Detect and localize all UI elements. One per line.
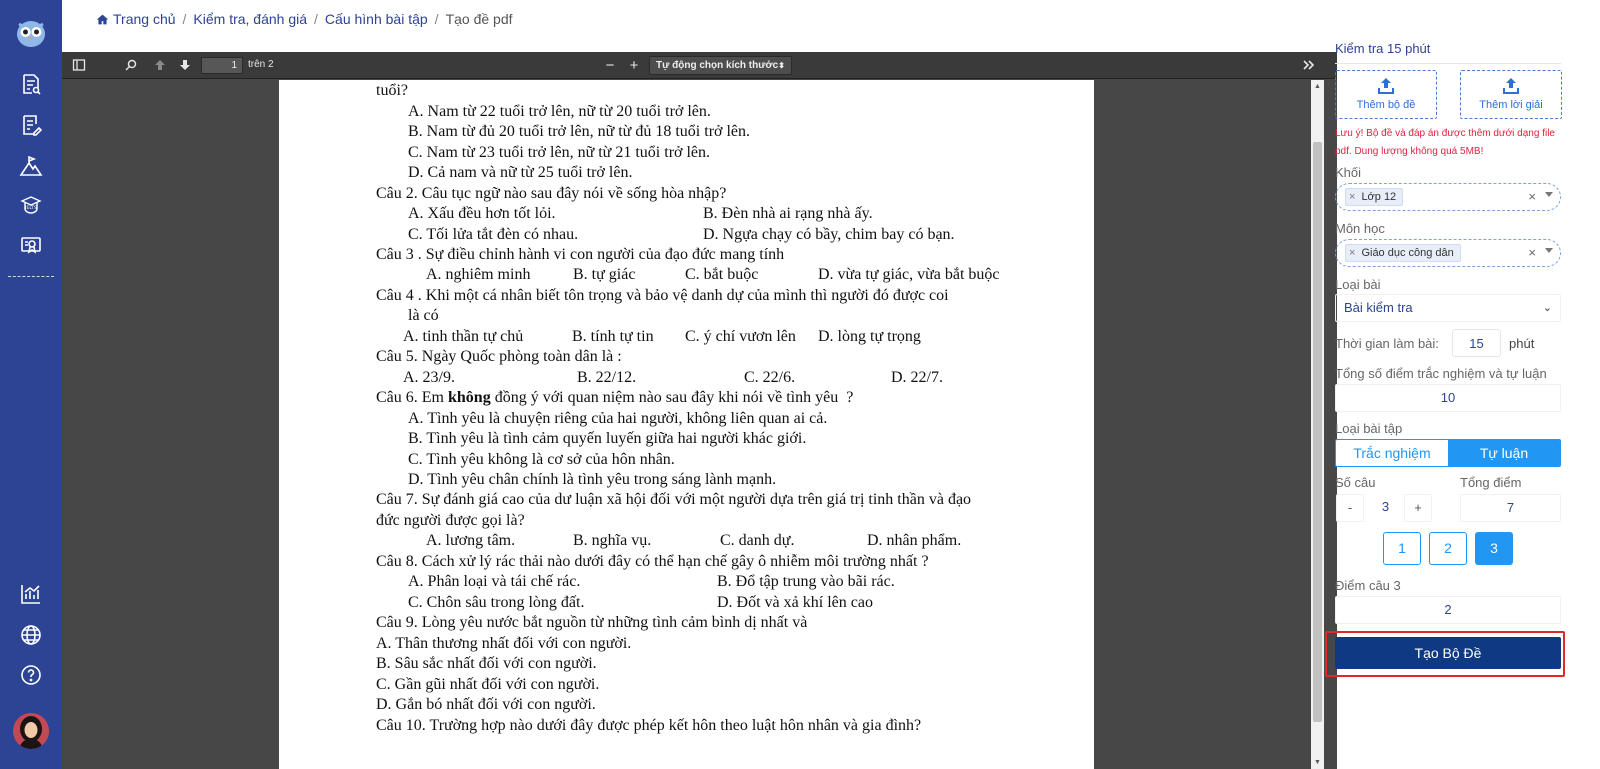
pdf-text-line: A. Phân loại và tái chế rác. — [408, 573, 581, 590]
pdf-text-line: A. Xấu đều hơn tốt lỏi. — [408, 205, 556, 222]
breadcrumb — [96, 11, 513, 27]
breadcrumb-home[interactable] — [96, 11, 176, 27]
pdf-scrollbar[interactable] — [1311, 80, 1324, 769]
pdf-text-line: Câu 7. Sự đánh giá cao của dư luận xã hội đối với một người dựa trên giá trị tinh thần và đạo — [376, 491, 972, 508]
pdf-text-line: D. 22/7. — [891, 369, 943, 386]
pdf-page — [279, 80, 1094, 769]
pdf-text-line: C. bắt buộc — [685, 266, 759, 283]
time-unit: phút — [1509, 336, 1535, 351]
upload-icon — [1501, 76, 1521, 96]
pdf-viewer — [62, 52, 1337, 769]
question-3-button[interactable]: 3 — [1475, 532, 1513, 565]
zoom-in-button[interactable]: + — [629, 56, 639, 74]
pdf-text-line: Câu 9. Lòng yêu nước bắt nguồn từ những tình cảm bình dị nhất và — [376, 614, 808, 631]
pdf-text-run: đồng ý với quan niệm nào sau đây khi nói về tình yêu ? — [490, 389, 854, 406]
increment-button[interactable]: + — [1404, 494, 1432, 522]
search-icon[interactable] — [121, 56, 141, 74]
document-search-icon[interactable] — [15, 68, 47, 100]
exercise-type-toggle — [1335, 439, 1561, 467]
grade-select[interactable] — [1335, 183, 1561, 211]
ielts-icon[interactable] — [15, 190, 47, 222]
pdf-text-line: D. lòng tự trọng — [818, 328, 921, 345]
clear-icon[interactable]: × — [1528, 189, 1536, 204]
exercise-type-label: Loại bài tập — [1335, 421, 1403, 436]
pdf-text-line: B. tính tự tin — [572, 328, 654, 345]
chart-icon[interactable] — [15, 578, 47, 610]
tag-remove-icon[interactable]: × — [1349, 247, 1356, 259]
upload-exam-label: Thêm bộ đề — [1356, 99, 1416, 111]
decrement-button[interactable]: - — [1336, 494, 1364, 522]
title-divider — [1335, 63, 1561, 64]
pdf-text-line: Câu 5. Ngày Quốc phòng toàn dân là : — [376, 348, 622, 365]
total-points-label: Tổng số điểm trắc nghiệm và tự luận — [1335, 366, 1547, 381]
breadcrumb-config[interactable]: Cấu hình bài tập — [324, 11, 428, 27]
exercise-type-essay[interactable]: Tự luận — [1448, 440, 1560, 466]
certificate-screen-icon[interactable] — [15, 230, 47, 262]
pdf-text-line: C. Tình yêu không là cơ sở của hôn nhân. — [408, 451, 675, 468]
pdf-text-run: Câu 6. Em — [376, 389, 448, 406]
sidebar-toggle-icon[interactable] — [69, 56, 89, 74]
zoom-select-label: Tự động chọn kích thước — [656, 60, 779, 71]
mountain-flag-icon[interactable] — [15, 150, 47, 182]
tools-expand-icon[interactable] — [1298, 56, 1318, 74]
pdf-text-line: C. Gần gũi nhất đối với con người. — [376, 676, 600, 693]
scrollbar-thumb[interactable] — [1313, 142, 1322, 722]
breadcrumb-current: Tạo đề pdf — [445, 11, 513, 27]
pdf-text-line: B. Tình yêu là tình cảm quyến luyến giữa hai người khác giới. — [408, 430, 807, 447]
scroll-up-icon[interactable]: ▲ — [1314, 83, 1321, 90]
breadcrumb-assessment[interactable]: Kiểm tra, đánh giá — [193, 11, 308, 27]
question-count-value[interactable]: 3 — [1369, 494, 1402, 522]
pdf-text-line: B. Đèn nhà ai rạng nhà ấy. — [703, 205, 873, 222]
scroll-down-icon[interactable]: ▼ — [1314, 759, 1321, 766]
subject-label: Môn học — [1335, 221, 1385, 236]
pdf-text-line: là có — [408, 307, 439, 324]
pdf-text-line: C. Chôn sâu trong lòng đất. — [408, 594, 585, 611]
question-score-label: Điểm câu 3 — [1335, 578, 1401, 593]
total-points-input[interactable]: 10 — [1335, 384, 1561, 412]
page-number-input[interactable] — [201, 57, 243, 74]
updown-icon: ⬍ — [778, 61, 785, 70]
create-exam-button[interactable]: Tạo Bộ Đề — [1335, 637, 1561, 669]
type-label: Loại bài — [1335, 277, 1381, 292]
breadcrumb-separator: / — [314, 11, 318, 27]
upload-icon — [1376, 76, 1396, 96]
breadcrumb-home-label: Trang chủ — [113, 11, 176, 27]
svg-text:IELTS: IELTS — [25, 206, 37, 211]
grade-tag — [1345, 188, 1403, 206]
pdf-text-line: Câu 3 . Sự điều chỉnh hành vi con người của đạo đức mang tính — [376, 246, 785, 263]
pdf-toolbar — [62, 52, 1337, 79]
pdf-text-line: D. Tình yêu chân chính là tình yêu trong sáng lành mạnh. — [408, 471, 777, 488]
breadcrumb-separator: / — [182, 11, 187, 27]
pdf-text-line: tuổi? — [376, 82, 408, 99]
globe-icon[interactable] — [15, 619, 47, 651]
upload-solution-button[interactable] — [1460, 70, 1562, 119]
pdf-text-line: C. danh dự. — [720, 532, 795, 549]
pdf-text-line: A. nghiêm minh — [426, 266, 531, 283]
owl-logo-icon[interactable] — [14, 16, 48, 50]
pdf-text-line: A. lương tâm. — [426, 532, 516, 549]
sidebar — [0, 0, 62, 769]
pdf-text-line: D. Ngựa chạy có bầy, chim bay có bạn. — [703, 226, 955, 243]
config-panel — [1327, 33, 1600, 769]
pdf-text-line: A. Tình yêu là chuyện riêng của hai người, không liên quan ai cả. — [408, 410, 828, 427]
subject-tag-label: Giáo dục công dân — [1361, 247, 1454, 259]
question-1-button[interactable]: 1 — [1383, 532, 1421, 565]
zoom-out-button[interactable]: − — [605, 56, 615, 74]
document-edit-icon[interactable] — [15, 109, 47, 141]
pdf-text-line: Câu 2. Câu tục ngữ nào sau đây nói về sống hòa nhập? — [376, 185, 727, 202]
page-count: trên 2 — [248, 59, 274, 70]
pdf-text-line: B. Nam từ đủ 20 tuổi trở lên, nữ từ đủ 18 tuổi trở lên. — [408, 123, 751, 140]
sidebar-divider — [8, 276, 54, 277]
pdf-text-line: Câu 8. Cách xử lý rác thải nào dưới đây có thể hạn chế gây ô nhiễm môi trường nhất ? — [376, 553, 929, 570]
tag-remove-icon[interactable]: × — [1349, 191, 1356, 203]
pdf-text-line: A. Thân thương nhất đối với con người. — [376, 635, 632, 652]
clear-icon[interactable]: × — [1528, 245, 1536, 260]
pdf-text-bold: không — [448, 389, 491, 406]
pdf-text-line: A. 23/9. — [403, 369, 455, 386]
subject-tag — [1345, 244, 1461, 262]
pdf-text-line: đức người được gọi là? — [376, 512, 525, 529]
pdf-text-line: C. 22/6. — [744, 369, 796, 386]
exam-title: Kiểm tra 15 phút — [1335, 41, 1431, 56]
time-input[interactable] — [1452, 329, 1501, 357]
upload-warning: Lưu ý! Bộ đề và đáp án được thêm dưới dạng file pdf. Dung lượng không quá 5MB! — [1335, 128, 1555, 157]
help-icon[interactable] — [15, 659, 47, 691]
pdf-text-line: C. Nam từ 23 tuổi trở lên, nữ từ 21 tuổi trở lên. — [408, 144, 711, 161]
time-label: Thời gian làm bài: — [1335, 336, 1439, 351]
chevron-down-icon: ⌄ — [1542, 302, 1552, 314]
grade-tag-label: Lớp 12 — [1361, 191, 1397, 203]
grade-label: Khối — [1335, 165, 1362, 180]
next-page-icon[interactable] — [175, 56, 195, 74]
breadcrumb-separator: / — [434, 11, 439, 27]
pdf-text-line: B. tự giác — [573, 266, 636, 283]
pdf-text-line: Câu 10. Trường hợp nào dưới đây được phép kết hôn theo luật hôn nhân và gia đình? — [376, 717, 922, 734]
pdf-text-line: Câu 4 . Khi một cá nhân biết tôn trọng và bảo vệ danh dự của mình thì người đó được coi — [376, 287, 949, 304]
avatar[interactable] — [13, 713, 49, 749]
pdf-text-line — [376, 389, 853, 407]
subject-select[interactable] — [1335, 239, 1561, 267]
type-select-value: Bài kiểm tra — [1344, 300, 1413, 315]
pdf-text-line: D. Đốt và xả khí lên cao — [717, 594, 873, 611]
upload-exam-button[interactable] — [1335, 70, 1437, 119]
pdf-text-line: B. nghĩa vụ. — [573, 532, 652, 549]
question-2-button[interactable]: 2 — [1429, 532, 1467, 565]
question-score-input[interactable]: 2 — [1335, 596, 1561, 624]
pdf-text-line: D. nhân phẩm. — [867, 532, 962, 549]
pdf-text-line: A. Nam từ 22 tuổi trở lên, nữ từ 20 tuổi trở lên. — [408, 103, 711, 120]
chevron-down-icon — [1545, 192, 1553, 197]
pdf-text-line: D. Cả nam và nữ từ 25 tuổi trở lên. — [408, 164, 633, 181]
pdf-text-line: C. Tối lửa tắt đèn có nhau. — [408, 226, 579, 243]
sum-points-value[interactable]: 7 — [1460, 494, 1561, 522]
chevron-down-icon — [1545, 248, 1553, 253]
question-count-label: Số câu — [1335, 475, 1376, 490]
pdf-text-line: D. vừa tự giác, vừa bắt buộc — [818, 266, 1000, 283]
upload-solution-label: Thêm lời giải — [1479, 99, 1543, 111]
exercise-type-multiple-choice[interactable]: Trắc nghiệm — [1336, 440, 1448, 466]
pdf-text-line: B. Sâu sắc nhất đối với con người. — [376, 655, 597, 672]
zoom-select[interactable] — [649, 56, 792, 75]
type-select[interactable] — [1335, 294, 1561, 322]
pdf-text-line: C. ý chí vươn lên — [685, 328, 796, 345]
previous-page-icon[interactable] — [150, 56, 170, 74]
pdf-text-line: B. Đổ tập trung vào bãi rác. — [717, 573, 895, 590]
pdf-text-line: D. Gắn bó nhất đối với con người. — [376, 696, 596, 713]
sum-points-label: Tổng điểm — [1460, 475, 1522, 490]
pdf-text-line: A. tinh thần tự chủ — [403, 328, 524, 345]
pdf-text-line: B. 22/12. — [577, 369, 637, 386]
home-icon — [96, 13, 109, 26]
